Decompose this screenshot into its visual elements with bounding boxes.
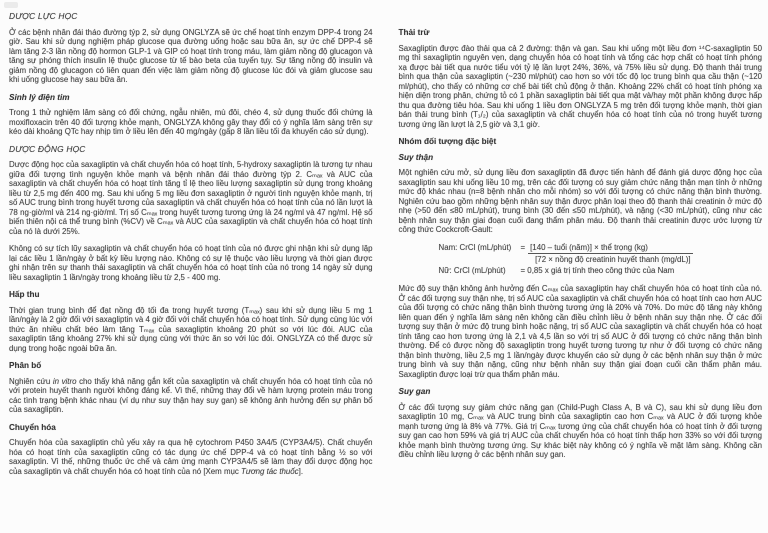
para-pharmacodynamics: Ở các bệnh nhân đái tháo đường týp 2, sử dụng ONGLYZA sẽ ức chế hoạt tính enzym DPP-4 trong 24 giờ. Sau khi sử dụng nghiệm pháp glucose qua đường uống hoặc sau bữa ăn, sự ức chế DPP-4 sẽ làm tăng 2-3 lần nồng độ hormon GLP-1 và GIP có hoạt tính trong máu, làm giảm nồng độ glucagon và tăng sự phóng thích insulin lệ thuộc glucose từ tế bào beta của tuyến tụy. Sự tăng nồng độ insulin và giảm nồng độ glucagon có liên quan đến việc làm giảm nồng độ glucose lúc đói và giảm glucose sau khi uống glucose hay sau bữa ăn. [9, 27, 373, 84]
heading-cardiac-electrophysiology: Sinh lý điện tim [9, 92, 70, 102]
heading-hepatic-impairment: Suy gan [398, 387, 431, 396]
scan-smudge-artifact [4, 2, 18, 8]
left-column [9, 10, 373, 533]
formula-equals-sign: = [520, 242, 526, 252]
formula-row-male [439, 243, 763, 265]
formula-fraction [528, 243, 693, 265]
para-hepatic-impairment: Ở các đối tượng suy giảm chức năng gan (Child-Pugh Class A, B và C), sau khi sử dụng liều đơn saxagliptin 10 mg, Cₘₐₓ và AUC trung bình của saxagliptin cao hơn Cₘₐₓ và AUC ở đối tượng khỏe mạnh tương ứng là 8% và 77%. Giá trị Cₘₐₓ tương ứng của chất chuyển hóa có hoạt tính ở đối tượng suy gan cao hơn 59% và giá trị AUC của chất chuyển hóa có hoạt tính thấp hơn 33% so với đối tượng khỏe mạnh bình thường tương ứng. Sự khác biệt này không có ý nghĩa về mặt lâm sàng. Không cần điều chỉnh liều lượng ở các bệnh nhân suy gan. [398, 402, 762, 459]
cockcroft-gault-formula [439, 243, 763, 276]
heading-distribution: Phân bố [9, 361, 42, 370]
para-renal-impairment-2: Mức độ suy thận không ảnh hưởng đến Cₘₐₓ của saxagliptin hay chất chuyển hóa có hoạt tính của nó. Ở các đối tượng suy thận nhẹ, trị số AUC của saxagliptin và chất chuyển hóa có hoạt tính cao hơn AUC của đối tượng có chức năng thận bình thường tương ứng là 20% và 70%. Do mức độ tăng này không liên quan đến ý nghĩa lâm sàng nên không cần điều chỉnh liều ở bệnh nhân suy thận nhẹ. Ở các đối tượng suy thận ở mức độ trung bình hoặc nặng, trị số AUC của saxagliptin và chất chuyển hóa có hoạt tính tăng cao hơn tương ứng là 2,1 và 4,5 lần so với trị số AUC ở đối tượng có chức năng thận bình thường. Để có được nồng độ saxagliptin trong huyết tương tương tự như ở đối tượng có chức năng thận bình thường, liều 2,5 mg 1 lần/ngày được khuyến cáo sử dụng ở các bệnh nhân suy thận ở mức trung bình và suy thận nặng, cũng như bệnh nhân suy thận giai đoạn cuối cần thẩm phân máu. Saxagliptin được loại trừ qua thẩm phân máu. [398, 284, 762, 379]
para-distribution [9, 377, 373, 415]
formula-numerator: [140 – tuổi (năm)] × thể trọng (kg) [528, 243, 693, 255]
formula-row-female [439, 266, 763, 276]
para-metabolism-text-cont: ]. [298, 466, 304, 476]
formula-female-label: Nữ: CrCl (mL/phút) [438, 265, 506, 275]
para-metabolism-text: Chuyển hóa của saxagliptin chủ yếu xảy ra qua hệ cytochrom P450 3A4/5 (CYP3A4/5). Chất chuyển hóa có hoạt tính của saxagliptin cũng có tác dụng ức chế DPP-4 và có hoạt tính bằng ½ so với saxagliptin. Vì thế, những thuốc ức chế và cảm ứng mạnh CYP3A4/5 sẽ làm thay đổi dược động học của saxagliptin và chất chuyển hóa có hoạt tính của nó [Xem mục [9, 438, 373, 476]
heading-metabolism: Chuyển hóa [9, 422, 56, 432]
heading-pharmacodynamics: DƯỢC LỰC HỌC [9, 11, 78, 21]
heading-elimination: Thải trừ [398, 28, 430, 37]
para-absorption: Thời gian trung bình để đạt nồng độ tối đa trong huyết tương (Tₘₐₓ) sau khi sử dụng liều 5 mg 1 lần/ngày là 2 giờ đối với saxagliptin và 4 giờ đối với chất chuyển hóa có hoạt tính. Sử dụng cùng lúc với thức ăn nhiều chất béo làm tăng Tₘₐₓ của saxagliptin khoảng 20 phút so với lúc đói. AUC của saxagliptin tăng khoảng 27% khi sử dụng cùng với thức ăn so với lúc đói. ONGLYZA có thể được sử dụng trong hoặc ngoài bữa ăn. [9, 305, 373, 353]
para-distribution-text-cont: cho thấy khả năng gắn kết của saxagliptin và chất chuyển hóa có hoạt tính của nó với protein huyết thanh người không đáng kể. Vì thế, những thay đổi về hàm lượng protein máu trong các tình trạng bệnh khác nhau (ví dụ như suy thận hay suy gan) sẽ không ảnh hưởng đến sự phân bố của saxagliptin. [9, 376, 373, 414]
para-renal-impairment-1: Một nghiên cứu mở, sử dụng liều đơn saxagliptin đã được tiến hành để đánh giá dược động học của saxagliptin sau khi uống liều 10 mg, trên các đối tượng có suy giảm chức năng thận mạn tính ở những mức độ khác nhau (n=8 bệnh nhân cho mỗi nhóm) so với đối tượng có chức năng thận bình thường. Nghiên cứu bao gồm những bệnh nhân suy thận được phân loại theo độ thanh thải creatinin ở mức độ nhẹ (>50 đến ≤80 mL/phút), trung bình (30 đến ≤50 mL/phút), và nặng (<30 mL/phút), cũng như các bệnh nhân suy thận giai đoạn cuối đang thẩm phân máu. Độ thanh thải creatinin được ước lượng từ công thức Cockcroft-Gault: [398, 168, 762, 234]
right-column [399, 10, 763, 533]
para-cardiac-electrophysiology: Trong 1 thử nghiệm lâm sàng có đối chứng, ngẫu nhiên, mù đôi, chéo 4, sử dụng thuốc đối chứng là moxifloxacin trên 40 đối tượng khỏe mạnh, ONGLYZA không gây thay đổi có ý nghĩa lâm sàng trên sự kéo dài khoảng QTc hay nhịp tim ở liều lên đến 40 mg/ngày (gấp 8 lần liều tối đa khuyến cáo sử dụng). [9, 108, 373, 136]
heading-special-populations: Nhóm đối tượng đặc biệt [398, 137, 497, 146]
heading-absorption: Hấp thu [9, 290, 40, 299]
para-pharmacokinetics-1: Dược động học của saxagliptin và chất chuyển hóa có hoạt tính, 5-hydroxy saxagliptin là tương tự nhau giữa đối tượng tình nguyện khỏe mạnh và bệnh nhân đái tháo đường týp 2. Cₘₐₓ và AUC của saxagliptin và chất chuyển hóa có hoạt tính tăng tỉ lệ theo liều lượng saxagliptin sử dụng trong khoảng liều từ 2,5 mg đến 400 mg. Sau khi uống 5 mg liều đơn saxagliptin ở người tình nguyện khỏe mạnh, trị số AUC trung bình trong huyết tương của saxagliptin và chất chuyển hóa có hoạt tính của nó lần lượt là 78 ng·giờ/ml và 214 ng·giờ/ml. Trị số Cₘₐₓ trong huyết tương tương ứng là 24 ng/ml và 47 ng/ml. Hệ số biến thiên nội cá thể trung bình (%CV) về Cₘₐₓ và AUC của saxagliptin và chất chuyển hóa có hoạt tính của nó là dưới 25%. [9, 160, 373, 236]
formula-male-label: Nam: CrCl (mL/phút) [438, 242, 512, 252]
para-metabolism [9, 438, 373, 476]
formula-denominator: [72 × nồng độ creatinin huyết thanh (mg/dL)] [535, 255, 691, 264]
heading-pharmacokinetics: DƯỢC ĐỘNG HỌC [9, 143, 86, 154]
formula-female-value: = 0,85 x giá trị tính theo công thức của Nam [520, 265, 675, 275]
para-distribution-text: Nghiên cứu [9, 376, 53, 386]
heading-renal-impairment: Suy thận [398, 152, 434, 162]
para-elimination: Saxagliptin được đào thải qua cả 2 đường: thận và gan. Sau khi uống một liều đơn ¹⁴C-saxagliptin 50 mg thì saxagliptin nguyên vẹn, dạng chuyển hóa có hoạt tính và tổng các hợp chất có hoạt tính phóng xạ được bài tiết qua nước tiểu với tỷ lệ lần lượt 24%, 36%, và 75% liều sử dụng. Độ thanh thải trung bình qua thận của saxagliptin (~230 ml/phút) cao hơn so với tốc độ lọc trung bình qua cầu thận (~120 ml/phút), cho thấy có những cơ chế bài tiết chủ động ở thận. Khoảng 22% chất có hoạt tính phóng xạ hiện diện trong phân, chứng tỏ có 1 phần saxagliptin bài tiết qua mật và/hay một phần không được hấp thu qua đường tiêu hóa. Sau khi uống 1 liều đơn ONGLYZA 5 mg trên đối tượng khỏe mạnh, thời gian bán thải trung bình (T₁/₂) của saxagliptin và chất chuyển hóa có hoạt tính của nó trong huyết tương tương ứng lần lượt là 2,5 giờ và 3,1 giờ. [398, 43, 762, 129]
para-metabolism-italic-term: Tương tác thuốc [241, 466, 299, 476]
para-pharmacokinetics-2: Không có sự tích lũy saxagliptin và chất chuyển hóa có hoạt tính của nó được ghi nhận khi sử dụng lặp lại các liều 1 lần/ngày ở bất kỳ liều lượng nào. Không có sự lệ thuộc vào liều lượng và thời gian được ghi nhận trên sự thanh thải saxagliptin và chất chuyển hóa có hoạt tính của nó trong 14 ngày sử dụng liều saxagliptin 1 lần/ngày trong khoảng liều từ 2,5 - 400 mg. [9, 244, 373, 282]
para-distribution-italic-term: in vitro [52, 376, 77, 386]
